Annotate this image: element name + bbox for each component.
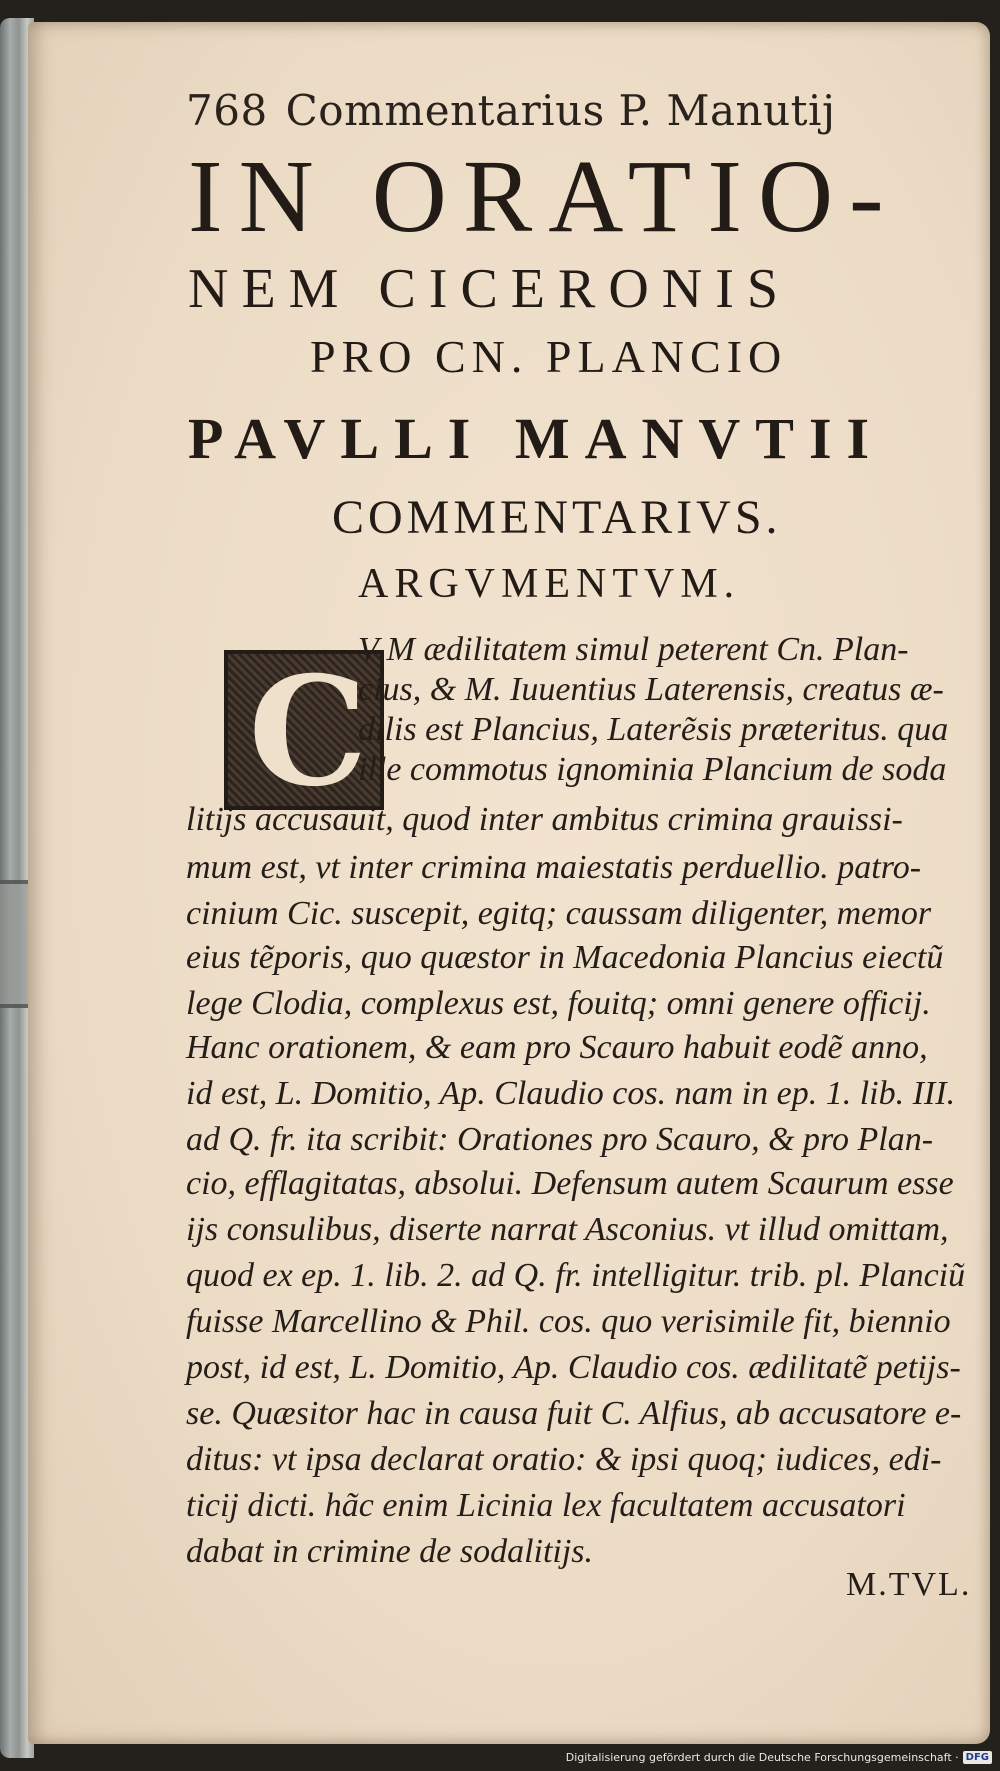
text-line: mum est, vt inter crimina maiestatis perduellio. patro- <box>186 849 922 886</box>
text-line: post, id est, L. Domitio, Ap. Claudio cos. ædilitatẽ petijs- <box>186 1349 961 1386</box>
digitization-footer <box>566 1747 992 1767</box>
text-line: eius tẽporis, quo quæstor in Macedonia Plancius eiectũ <box>186 939 944 976</box>
dfg-logo: DFG <box>963 1751 992 1764</box>
footer-text: Digitalisierung gefördert durch die Deutsche Forschungsgemeinschaft · <box>565 1750 959 1764</box>
text-line: V M ædilitatem simul peterent Cn. Plan- <box>358 631 909 668</box>
text-line: litijs accusauit, quod inter ambitus crimina grauissi- <box>186 801 903 838</box>
text-line: se. Quæsitor hac in causa fuit C. Alfius, ab accusatore e- <box>186 1395 962 1432</box>
text-line: dilis est Plancius, Laterẽsis præteritus. qua <box>358 711 949 748</box>
section-heading-argumentum: ARGVMENTVM. <box>358 561 741 607</box>
running-head <box>186 86 886 135</box>
book-page <box>28 22 990 1744</box>
running-head-title: Commentarius P. Manutij <box>285 86 836 135</box>
text-line: ijs consulibus, diserte narrat Asconius. vt illud omittam, <box>186 1211 949 1248</box>
text-line: ticij dicti. hãc enim Licinia lex facultatem accusatori <box>186 1487 906 1524</box>
title-line-4: PAVLLI MANVTII <box>188 406 885 471</box>
title-line-2: NEM CICERONIS <box>188 258 792 320</box>
text-line: id est, L. Domitio, Ap. Claudio cos. nam in ep. 1. lib. III. <box>186 1075 956 1112</box>
title-line-1: IN ORATIO- <box>188 139 900 254</box>
title-line-3: PRO CN. PLANCIO <box>310 331 788 382</box>
initial-letter: C <box>248 644 368 820</box>
text-line: cinium Cic. suscepit, egitq; caussam diligenter, memor <box>186 895 932 932</box>
text-line: ad Q. fr. ita scribit: Orationes pro Scauro, & pro Plan- <box>186 1121 934 1158</box>
catchword: M.TVL. <box>846 1566 972 1603</box>
text-line: cio, efflagitatas, absolui. Defensum autem Scaurum esse <box>186 1165 954 1202</box>
text-line: quod ex ep. 1. lib. 2. ad Q. fr. intelligitur. trib. pl. Planciũ <box>186 1257 966 1294</box>
text-line: ille commotus ignominia Plancium de soda <box>358 751 947 788</box>
text-line: dabat in crimine de sodalitijs. <box>186 1533 594 1570</box>
text-line: fuisse Marcellino & Phil. cos. quo verisimile fit, biennio <box>186 1303 951 1340</box>
page-number: 768 <box>186 86 268 135</box>
text-line: Hanc orationem, & eam pro Scauro habuit eodẽ anno, <box>186 1029 928 1066</box>
title-line-5: COMMENTARIVS. <box>332 491 782 544</box>
text-line: lege Clodia, complexus est, fouitq; omni genere officij. <box>186 985 931 1022</box>
text-line: cius, & M. Iuuentius Laterensis, creatus æ- <box>358 671 944 708</box>
text-line: ditus: vt ipsa declarat oratio: & ipsi quoq; iudices, edi- <box>186 1441 942 1478</box>
